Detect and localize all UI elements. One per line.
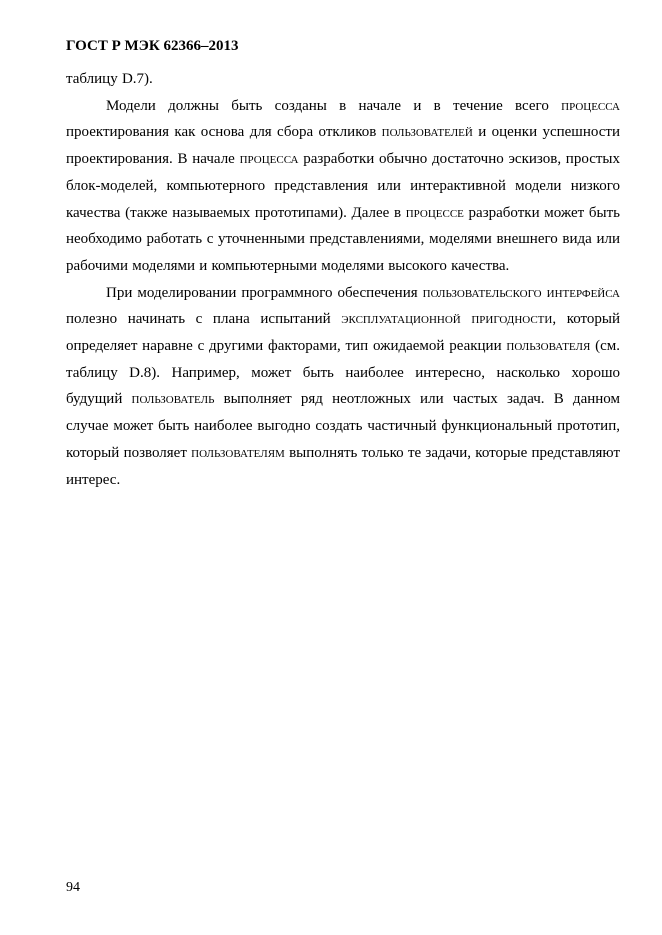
text-run: При моделировании программного обеспечения <box>106 284 423 301</box>
paragraph <box>66 66 620 93</box>
text-run: разработки может быть необходимо работать с уточненными представлениями, моделями внешнего вида или рабочими моделями и компьютерными моделями высокого качества. <box>66 204 620 274</box>
text-run: и оценки успешности проектирования. В начале <box>66 124 620 168</box>
document-header: ГОСТ Р МЭК 62366–2013 <box>66 38 239 54</box>
term-smallcaps: пользователей <box>381 124 473 141</box>
text-run: выполняет ряд неотложных или частых задач. В данном случае может быть наиболее выгодно создать частичный функциональный прототип, который позволяет <box>66 391 620 461</box>
paragraph <box>66 93 620 280</box>
document-body <box>66 66 620 493</box>
term-smallcaps: пользователя <box>506 338 591 355</box>
term-smallcaps: процессе <box>405 204 464 221</box>
text-run: (см. таблицу D.8). Например, может быть наиболее интересно, насколько хорошо будущий <box>66 338 620 408</box>
term-smallcaps: пользовательского интерфейса <box>422 284 620 301</box>
term-smallcaps: пользователям <box>191 444 285 461</box>
text-run: , который определяет наравне с другими факторами, тип ожидаемой реакции <box>66 311 620 355</box>
text-run: выполнять только те задачи, которые представляют интерес. <box>66 444 621 488</box>
term-smallcaps: процесса <box>239 151 299 168</box>
term-smallcaps: процесса <box>561 97 620 114</box>
term-smallcaps: пользователь <box>131 391 215 408</box>
paragraph <box>66 280 620 494</box>
text-run: разработки обычно достаточно эскизов, простых блок-моделей, компьютерного представления или интерактивной модели низкого качества (также называемых прототипами). Далее в <box>66 151 620 221</box>
text-run: полезно начинать с плана испытаний <box>66 311 342 328</box>
text-run: проектирования как основа для сбора откликов <box>66 124 382 141</box>
text-run: таблицу D.7). <box>66 71 153 87</box>
term-smallcaps: эксплуатационной пригодности <box>341 311 553 328</box>
page-number: 94 <box>66 880 80 895</box>
text-run: Модели должны быть созданы в начале и в течение всего <box>106 97 562 114</box>
